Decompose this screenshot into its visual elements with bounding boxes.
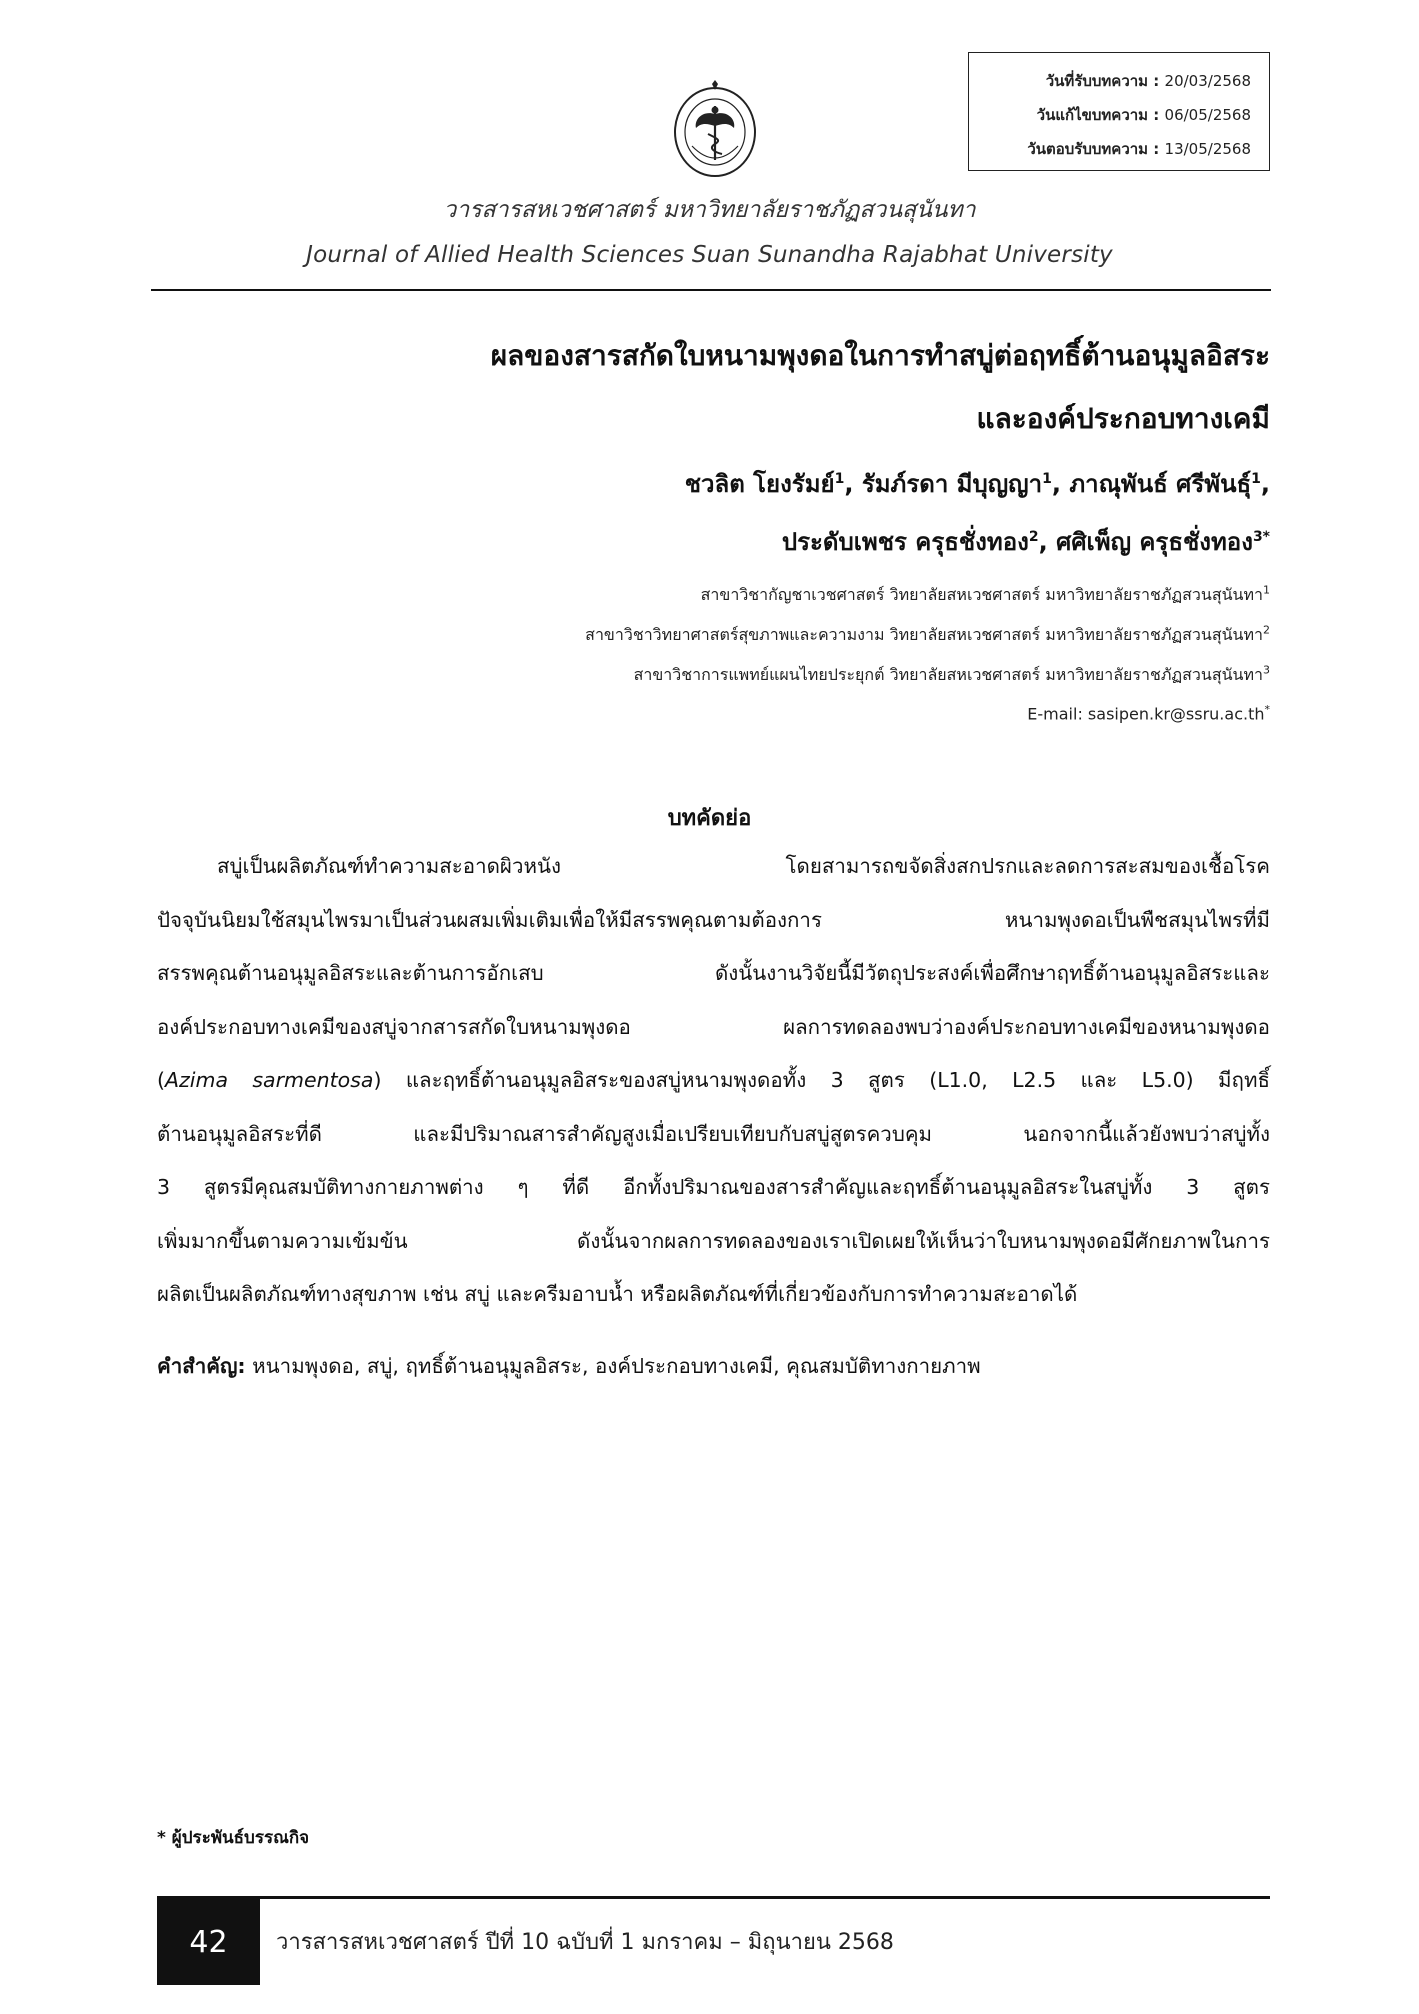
author-name: ประดับเพชร ครุธชั่งทอง bbox=[781, 528, 1029, 556]
received-date-value: 20/03/2568 bbox=[1164, 72, 1251, 90]
abstract-line: 3 สูตรมีคุณสมบัติทางกายภาพต่าง ๆ ที่ดี อีกทั้งปริมาณของสารสำคัญและฤทธิ์ต้านอนุมูลอิสระในสบู่ทั้ง 3 สูตร bbox=[157, 1175, 1270, 1199]
author-name: ชวลิต โยงรัมย์ bbox=[684, 470, 835, 498]
author-affiliation-mark: 3* bbox=[1252, 529, 1270, 545]
article-dates-box bbox=[968, 52, 1270, 171]
author-separator: , bbox=[844, 470, 862, 498]
affiliation-text: สาขาวิชาวิทยาศาสตร์สุขภาพและความงาม วิทยาลัยสหเวชศาสตร์ มหาวิทยาลัยราชภัฏสวนสุนันทา bbox=[585, 625, 1263, 644]
author-affiliation-mark: 1 bbox=[1042, 471, 1052, 487]
author-separator: , bbox=[1051, 470, 1070, 498]
abstract-line: ผลิตเป็นผลิตภัณฑ์ทางสุขภาพ เช่น สบู่ และครีมอาบน้ำ หรือผลิตภัณฑ์ที่เกี่ยวข้องกับการทำความสะอาดได้ bbox=[157, 1282, 1078, 1306]
revised-date bbox=[1037, 103, 1251, 127]
revised-date-label: วันแก้ไขบทความ : bbox=[1036, 106, 1160, 124]
revised-date-value: 06/05/2568 bbox=[1164, 106, 1251, 124]
authors-line-2 bbox=[782, 522, 1270, 561]
journal-name-english: Journal of Allied Health Sciences Suan Sunandha Rajabhat University bbox=[306, 242, 1113, 268]
abstract-line: สบู่เป็นผลิตภัณฑ์ทำความสะอาดผิวหนัง โดยสามารถขจัดสิ่งสกปรกและลดการสะสมของเชื้อโรค bbox=[217, 854, 1270, 878]
accepted-date bbox=[1027, 137, 1251, 161]
affiliation-text: สาขาวิชาการแพทย์แผนไทยประยุกต์ วิทยาลัยสหเวชศาสตร์ มหาวิทยาลัยราชภัฏสวนสุนันทา bbox=[633, 665, 1263, 684]
corresponding-email bbox=[1027, 703, 1270, 723]
affiliation-text: สาขาวิชากัญชาเวชศาสตร์ วิทยาลัยสหเวชศาสตร์ มหาวิทยาลัยราชภัฏสวนสุนันทา bbox=[700, 585, 1263, 604]
abstract-line: ปัจจุบันนิยมใช้สมุนไพรมาเป็นส่วนผสมเพิ่มเติมเพื่อให้มีสรรพคุณตามต้องการ หนามพุงดอเป็นพืชสมุนไพรที่มี bbox=[157, 907, 1270, 932]
keywords-list: หนามพุงดอ, สบู่, ฤทธิ์ต้านอนุมูลอิสระ, องค์ประกอบทางเคมี, คุณสมบัติทางกายภาพ bbox=[245, 1354, 981, 1378]
author-affiliation-mark: 1 bbox=[1251, 471, 1261, 487]
affiliation-3 bbox=[634, 663, 1270, 688]
received-date-label: วันที่รับบทความ : bbox=[1045, 72, 1160, 90]
author-separator: , bbox=[1260, 470, 1270, 498]
accepted-date-label: วันตอบรับบทความ : bbox=[1027, 140, 1160, 158]
abstract-line: เพิ่มมากขึ้นตามความเข้มข้น ดังนั้นจากผลการทดลองของเราเปิดเผยให้เห็นว่าใบหนามพุงดอมีศักยภาพในการ bbox=[157, 1228, 1270, 1253]
abstract-line: สรรพคุณต้านอนุมูลอิสระและต้านการอักเสบ ดังนั้นงานวิจัยนี้มีวัตถุประสงค์เพื่อศึกษาฤทธิ์ต้านอนุมูลอิสระและ bbox=[157, 961, 1270, 985]
email-text: E-mail: sasipen.kr@ssru.ac.th bbox=[1027, 704, 1265, 724]
author-name: ภาณุพันธ์ ศรีพันธุ์ bbox=[1069, 470, 1252, 498]
abstract-heading: บทคัดย่อ bbox=[667, 806, 752, 831]
header-divider bbox=[151, 289, 1271, 291]
corresponding-mark: * bbox=[1264, 703, 1270, 716]
footer-divider bbox=[157, 1896, 1270, 1899]
journal-name-thai: วารสารสหเวชศาสตร์ มหาวิทยาลัยราชภัฏสวนสุนันทา bbox=[443, 197, 976, 223]
abstract-line: องค์ประกอบทางเคมีของสบู่จากสารสกัดใบหนามพุงดอ ผลการทดลองพบว่าองค์ประกอบทางเคมีของหนามพุงดอ bbox=[157, 1014, 1270, 1039]
affiliation-mark: 3 bbox=[1263, 663, 1270, 677]
article-title-line-2: และองค์ประกอบทางเคมี bbox=[976, 402, 1270, 435]
authors-line-1 bbox=[685, 464, 1270, 503]
author-name: รัมภ์รดา มีบุญญา bbox=[861, 470, 1043, 498]
affiliation-mark: 2 bbox=[1263, 623, 1270, 637]
footer-journal-issue: วารสารสหเวชศาสตร์ ปีที่ 10 ฉบับที่ 1 มกราคม – มิถุนายน 2568 bbox=[276, 1930, 894, 1955]
keywords-label: คำสำคัญ: bbox=[157, 1354, 246, 1378]
affiliation-1 bbox=[701, 583, 1270, 608]
author-separator: , bbox=[1038, 528, 1057, 556]
keywords bbox=[157, 1350, 981, 1383]
author-affiliation-mark: 2 bbox=[1028, 529, 1039, 545]
article-title-line-1: ผลของสารสกัดใบหนามพุงดอในการทำสบู่ต่อฤทธิ์ต้านอนุมูลอิสระ bbox=[490, 339, 1270, 372]
author-name: ศศิเพ็ญ ครุธชั่งทอง bbox=[1056, 528, 1253, 556]
scientific-name: Azima sarmentosa bbox=[165, 1068, 374, 1092]
affiliation-mark: 1 bbox=[1263, 583, 1270, 597]
abstract-line: ต้านอนุมูลอิสระที่ดี และมีปริมาณสารสำคัญสูงเมื่อเปรียบเทียบกับสบู่สูตรควบคุม นอกจากนี้แล้วยังพบว่าสบู่ทั้ง bbox=[157, 1121, 1270, 1146]
accepted-date-value: 13/05/2568 bbox=[1164, 140, 1251, 158]
university-seal-logo bbox=[672, 80, 758, 180]
abstract-body bbox=[157, 840, 1270, 1322]
author-affiliation-mark: 1 bbox=[834, 471, 845, 487]
affiliation-2 bbox=[585, 623, 1270, 648]
page-number: 42 bbox=[157, 1899, 260, 1985]
abstract-line: (Azima sarmentosa) และฤทธิ์ต้านอนุมูลอิสระของสบู่หนามพุงดอทั้ง 3 สูตร (L1.0, L2.5 และ L5.0) มีฤทธิ์ bbox=[157, 1068, 1270, 1092]
corresponding-author-footnote: * ผู้ประพันธ์บรรณกิจ bbox=[157, 1828, 310, 1848]
received-date bbox=[1046, 69, 1251, 93]
